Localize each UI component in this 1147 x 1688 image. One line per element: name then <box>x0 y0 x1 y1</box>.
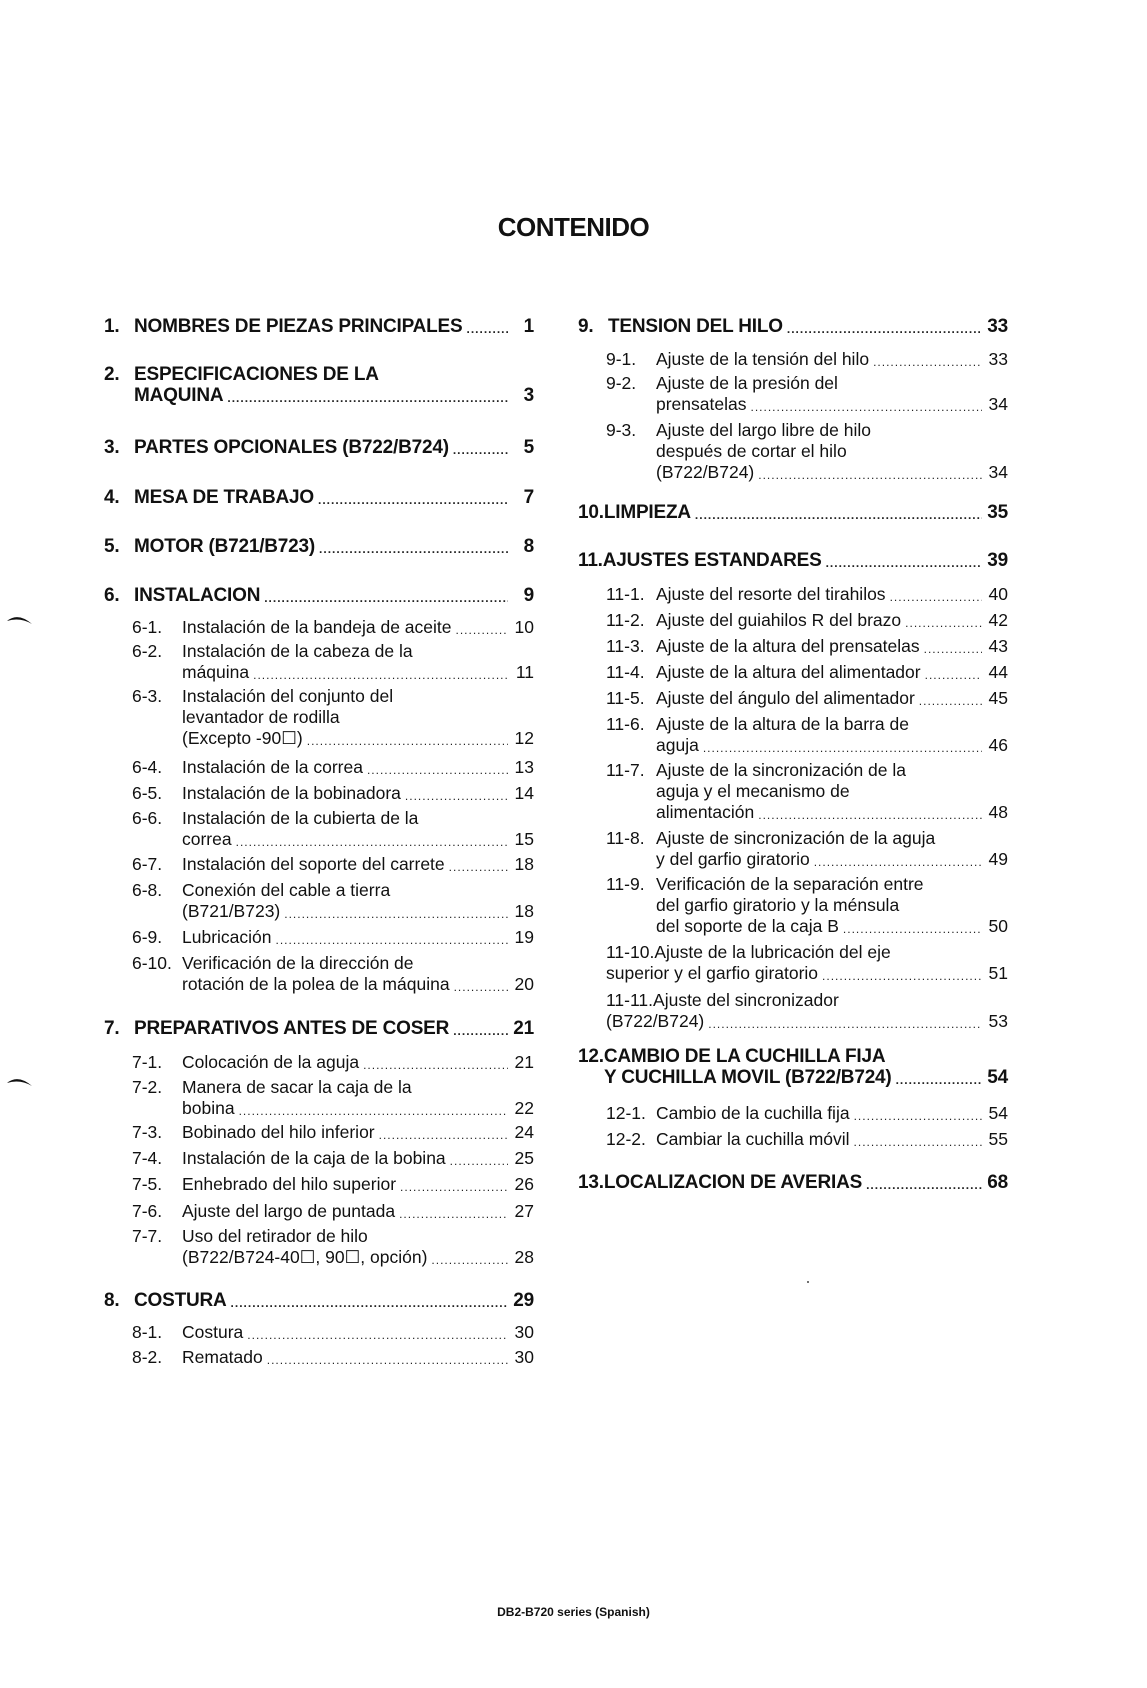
toc-entry-title: Costura <box>182 1322 244 1342</box>
toc-entry-page: 10 <box>514 617 534 637</box>
toc-entry[interactable] <box>578 550 1008 571</box>
toc-entry-page: 54 <box>988 1103 1008 1123</box>
dot-leader <box>467 321 509 337</box>
toc-entry[interactable] <box>578 636 1008 657</box>
toc-entry-page: 28 <box>514 1247 534 1267</box>
dot-leader <box>873 354 982 370</box>
toc-entry-title: Ajuste de la altura del alimentador <box>656 662 921 682</box>
toc-entry[interactable] <box>578 610 1008 631</box>
toc-entry-number: 11-3. <box>606 636 645 656</box>
toc-entry-page: 55 <box>988 1129 1008 1149</box>
toc-entry[interactable] <box>104 880 534 922</box>
toc-entry[interactable] <box>104 364 534 406</box>
toc-entry-title: (B722/B724-40☐, 90☐, opción) <box>182 1247 428 1267</box>
dot-leader <box>896 1072 982 1088</box>
toc-entry-title: MESA DE TRABAJO <box>134 487 314 508</box>
dot-leader <box>919 693 982 709</box>
toc-entry[interactable] <box>104 1174 534 1195</box>
toc-entry-number: 6-6. <box>132 808 163 828</box>
toc-entry[interactable] <box>578 1046 1008 1088</box>
toc-entry-page: 46 <box>988 735 1008 755</box>
toc-entry-page: 30 <box>514 1347 534 1367</box>
toc-entry-title-line: Ajuste de sincronización de la aguja <box>656 828 936 848</box>
toc-entry-title: Ajuste de la tensión del hilo <box>656 349 870 369</box>
toc-entry[interactable] <box>104 808 534 850</box>
toc-entry[interactable] <box>578 828 1008 870</box>
dot-leader <box>453 442 508 458</box>
toc-entry-title-line: Conexión del cable a tierra <box>182 880 391 900</box>
toc-entry-number: 11-10. <box>606 942 655 962</box>
toc-entry[interactable] <box>104 617 534 638</box>
toc-entry-page: 40 <box>988 584 1008 604</box>
scan-speck <box>807 1281 809 1283</box>
toc-entry[interactable] <box>104 1226 534 1268</box>
dot-leader <box>363 1057 508 1073</box>
toc-entry-title-line: del garfio giratorio y la ménsula <box>656 895 900 915</box>
dot-leader <box>450 1153 508 1169</box>
toc-entry-page: 22 <box>514 1098 534 1118</box>
toc-entry-title: Ajuste del largo de puntada <box>182 1201 396 1221</box>
toc-entry-title: Ajuste del ángulo del alimentador <box>656 688 915 708</box>
toc-entry[interactable] <box>104 316 534 337</box>
toc-entry-title-line: ESPECIFICACIONES DE LA <box>134 364 379 385</box>
toc-entry-number: 11. <box>578 550 603 571</box>
dot-leader <box>253 667 508 683</box>
toc-entry-number: 6-8. <box>132 880 163 900</box>
toc-entry-title: Y CUCHILLA MOVIL (B722/B724) <box>604 1067 892 1088</box>
toc-entry[interactable] <box>578 584 1008 605</box>
toc-entry-page: 18 <box>514 901 534 921</box>
toc-entry-page: 45 <box>988 688 1008 708</box>
dot-leader <box>239 1103 508 1119</box>
toc-entry-number: 11-9. <box>606 874 645 894</box>
toc-entry[interactable] <box>578 990 1008 1032</box>
toc-entry-number: 6-1. <box>132 617 163 637</box>
toc-entry-title: y del garfio giratorio <box>656 849 810 869</box>
toc-entry-title: NOMBRES DE PIEZAS PRINCIPALES <box>134 316 463 337</box>
toc-entry[interactable] <box>578 688 1008 709</box>
toc-entry-page: 35 <box>987 502 1008 523</box>
toc-entry-page: 39 <box>987 550 1008 571</box>
toc-entry[interactable] <box>578 760 1008 823</box>
toc-entry-page: 42 <box>988 610 1008 630</box>
toc-entry-number: 3. <box>104 437 120 458</box>
toc-entry-page: 13 <box>514 757 534 777</box>
toc-entry-title: PREPARATIVOS ANTES DE COSER <box>134 1018 450 1039</box>
toc-entry-page: 30 <box>514 1322 534 1342</box>
binding-mark-icon <box>6 1074 34 1088</box>
toc-entry[interactable] <box>104 1077 534 1119</box>
toc-entry[interactable] <box>578 874 1008 937</box>
toc-entry-number: 6-7. <box>132 854 163 874</box>
toc-entry-number: 5. <box>104 536 120 557</box>
dot-leader <box>822 968 982 984</box>
toc-entry-title: bobina <box>182 1098 235 1118</box>
toc-entry-page: 34 <box>988 462 1008 482</box>
toc-entry[interactable] <box>104 1122 534 1143</box>
toc-entry-title: TENSION DEL HILO <box>608 316 783 337</box>
toc-entry-page: 29 <box>513 1290 534 1311</box>
toc-entry-page: 9 <box>523 585 534 606</box>
toc-entry-page: 24 <box>514 1122 534 1142</box>
dot-leader <box>866 1177 982 1193</box>
toc-entry-number: 9-2. <box>606 373 637 393</box>
toc-entry-number: 11-8. <box>606 828 645 848</box>
toc-entry-title: PARTES OPCIONALES (B722/B724) <box>134 437 449 458</box>
toc-entry-title: Instalación de la bobinadora <box>182 783 401 803</box>
dot-leader <box>431 1252 508 1268</box>
toc-entry-number: 10. <box>578 502 604 523</box>
toc-entry-page: 53 <box>988 1011 1008 1031</box>
toc-entry-number: 4. <box>104 487 120 508</box>
toc-entry-title-line: Uso del retirador de hilo <box>182 1226 368 1246</box>
toc-entry-number: 7-3. <box>132 1122 163 1142</box>
toc-entry-title: 13.LOCALIZACION DE AVERIAS <box>578 1172 863 1193</box>
toc-entry[interactable] <box>578 316 1008 337</box>
dot-leader <box>453 1023 508 1039</box>
toc-entry-page: 68 <box>987 1172 1008 1193</box>
toc-entry-number: 12-1. <box>606 1103 646 1123</box>
dot-leader <box>758 467 982 483</box>
dot-leader <box>695 507 982 523</box>
dot-leader <box>703 740 982 756</box>
toc-entry-title: rotación de la polea de la máquina <box>182 974 450 994</box>
toc-entry[interactable] <box>104 487 534 508</box>
toc-entry-title: (B722/B724) <box>656 462 755 482</box>
toc-entry-title: Instalación de la caja de la bobina <box>182 1148 446 1168</box>
toc-entry-title: MAQUINA <box>134 385 224 406</box>
toc-entry-number: 11-5. <box>606 688 645 708</box>
toc-entry-page: 14 <box>514 783 534 803</box>
dot-leader <box>405 788 508 804</box>
toc-entry-page: 26 <box>514 1174 534 1194</box>
toc-entry-title-line: aguja y el mecanismo de <box>656 781 850 801</box>
toc-entry-number: 8. <box>104 1290 120 1311</box>
toc-entry-page: 7 <box>523 487 534 508</box>
toc-entry-number: 7. <box>104 1018 120 1039</box>
toc-entry-title: correa <box>182 829 232 849</box>
toc-entry-title: Enhebrado del hilo superior <box>182 1174 397 1194</box>
dot-leader <box>843 921 982 937</box>
toc-entry-page: 19 <box>514 927 534 947</box>
dot-leader <box>758 807 982 823</box>
toc-entry-number: 11-1. <box>606 584 645 604</box>
toc-entry-number: 12-2. <box>606 1129 646 1149</box>
toc-entry-number: 6-5. <box>132 783 163 803</box>
dot-leader <box>267 1352 508 1368</box>
toc-entry-number: 7-5. <box>132 1174 163 1194</box>
toc-entry-page: 50 <box>988 916 1008 936</box>
toc-entry-number: 11-2. <box>606 610 645 630</box>
toc-entry-page: 18 <box>514 854 534 874</box>
toc-entry-title: Lubricación <box>182 927 272 947</box>
toc-entry-title: Colocación de la aguja <box>182 1052 360 1072</box>
toc-entry[interactable] <box>578 1103 1008 1124</box>
toc-entry-page: 44 <box>988 662 1008 682</box>
toc-entry-title-line: Manera de sacar la caja de la <box>182 1077 412 1097</box>
dot-leader <box>247 1327 508 1343</box>
toc-entry-title: superior y el garfio giratorio <box>606 963 819 983</box>
toc-entry-title-line: Ajuste de la altura de la barra de <box>656 714 909 734</box>
toc-entry-title-line: Instalación de la cubierta de la <box>182 808 419 828</box>
toc-entry-title: Instalación de la correa <box>182 757 363 777</box>
dot-leader <box>854 1134 982 1150</box>
dot-leader <box>750 399 982 415</box>
toc-entry-title-line: Ajuste del largo libre de hilo <box>656 420 871 440</box>
toc-entry-page: 20 <box>514 974 534 994</box>
toc-entry-title-line: 12.CAMBIO DE LA CUCHILLA FIJA <box>578 1046 886 1067</box>
dot-leader <box>787 321 982 337</box>
toc-entry-title: Cambio de la cuchilla fija <box>656 1103 850 1123</box>
toc-entry-number: 6-4. <box>132 757 163 777</box>
toc-entry-page: 33 <box>987 316 1008 337</box>
toc-entry-page: 12 <box>514 728 534 748</box>
toc-entry-title: 11.AJUSTES ESTANDARES <box>578 550 822 571</box>
toc-entry-number: 7-1. <box>132 1052 163 1072</box>
toc-entry[interactable] <box>578 714 1008 756</box>
toc-entry[interactable] <box>104 536 534 557</box>
toc-entry[interactable] <box>104 783 534 804</box>
toc-entry[interactable] <box>104 953 534 995</box>
toc-entry-title: 10.LIMPIEZA <box>578 502 691 523</box>
toc-entry[interactable] <box>104 641 534 683</box>
toc-entry[interactable] <box>104 757 534 778</box>
toc-entry-title-line: 11-11.Ajuste del sincronizador <box>606 990 839 1010</box>
toc-entry-number: 1. <box>104 316 120 337</box>
toc-entry[interactable] <box>104 927 534 948</box>
toc-entry-title: (Excepto -90☐) <box>182 728 303 748</box>
dot-leader <box>264 590 508 606</box>
dot-leader <box>826 555 982 571</box>
toc-entry-number: 7-4. <box>132 1148 163 1168</box>
toc-entry-page: 27 <box>514 1201 534 1221</box>
toc-entry-page: 34 <box>988 394 1008 414</box>
toc-entry-number: 9-1. <box>606 349 637 369</box>
toc-entry-number: 12. <box>578 1046 604 1067</box>
toc-entry[interactable] <box>104 1322 534 1343</box>
toc-entry-title: del soporte de la caja B <box>656 916 839 936</box>
toc-entry-title: Ajuste del guiahilos R del brazo <box>656 610 902 630</box>
dot-leader <box>890 589 982 605</box>
toc-entry-number: 7-2. <box>132 1077 163 1097</box>
dot-leader <box>456 622 508 638</box>
toc-entry-title: aguja <box>656 735 699 755</box>
toc-entry-number: 11-11. <box>606 990 654 1010</box>
toc-entry[interactable] <box>578 420 1008 483</box>
toc-entry-number: 8-2. <box>132 1347 163 1367</box>
toc-entry[interactable] <box>578 502 1008 523</box>
toc-entry-number: 6-9. <box>132 927 163 947</box>
page-title: CONTENIDO <box>497 212 650 242</box>
toc-entry-title: Rematado <box>182 1347 263 1367</box>
toc-entry[interactable] <box>578 942 1008 984</box>
toc-entry[interactable] <box>104 686 534 749</box>
toc-entry-number: 2. <box>104 364 120 385</box>
toc-entry-page: 15 <box>514 829 534 849</box>
toc-entry-number: 8-1. <box>132 1322 163 1342</box>
toc-entry-title: Instalación del soporte del carrete <box>182 854 445 874</box>
toc-entry-number: 7-6. <box>132 1201 163 1221</box>
toc-entry-page: 1 <box>523 316 534 337</box>
toc-entry-number: 11-7. <box>606 760 645 780</box>
toc-entry-page: 54 <box>987 1067 1008 1088</box>
dot-leader <box>284 906 508 922</box>
dot-leader <box>319 541 508 557</box>
toc-entry-number: 13. <box>578 1172 604 1193</box>
toc-entry-page: 21 <box>513 1018 534 1039</box>
toc-entry[interactable] <box>578 1172 1008 1193</box>
toc-entry-title: máquina <box>182 662 250 682</box>
dot-leader <box>400 1179 508 1195</box>
toc-entry-title: Ajuste de la altura del prensatelas <box>656 636 920 656</box>
toc-entry-title-line: levantador de rodilla <box>182 707 340 727</box>
toc-entry-title: Cambiar la cuchilla móvil <box>656 1129 850 1149</box>
toc-entry-page: 48 <box>988 802 1008 822</box>
toc-entry-title: prensatelas <box>656 394 747 414</box>
dot-leader <box>231 1295 508 1311</box>
dot-leader <box>854 1108 982 1124</box>
toc-entry[interactable] <box>104 1201 534 1222</box>
dot-leader <box>307 733 508 749</box>
toc-entry-title-line: Verificación de la dirección de <box>182 953 414 973</box>
dot-leader <box>905 615 982 631</box>
toc-entry-title-line: Instalación de la cabeza de la <box>182 641 413 661</box>
toc-entry-page: 51 <box>988 963 1008 983</box>
dot-leader <box>379 1127 508 1143</box>
toc-entry[interactable] <box>104 1148 534 1169</box>
toc-entry-title: MOTOR (B721/B723) <box>134 536 316 557</box>
toc-entry-title: Ajuste del resorte del tirahilos <box>656 584 886 604</box>
toc-entry[interactable] <box>104 854 534 875</box>
page-footer: DB2-B720 series (Spanish) <box>497 1605 650 1619</box>
toc-entry-title: alimentación <box>656 802 755 822</box>
dot-leader <box>367 762 508 778</box>
toc-entry-title-line: Ajuste de la presión del <box>656 373 838 393</box>
toc-entry-title-line: después de cortar el hilo <box>656 441 847 461</box>
binding-mark-icon <box>6 612 34 626</box>
toc-entry[interactable] <box>578 662 1008 683</box>
toc-entry-page: 3 <box>523 385 534 406</box>
toc-entry-title: (B722/B724) <box>606 1011 705 1031</box>
toc-entry-title: COSTURA <box>134 1290 227 1311</box>
toc-entry-number: 9. <box>578 316 594 337</box>
toc-entry-title: Bobinado del hilo inferior <box>182 1122 375 1142</box>
toc-entry-number: 6-2. <box>132 641 163 661</box>
toc-entry-number: 11-6. <box>606 714 645 734</box>
toc-entry[interactable] <box>578 349 1008 370</box>
dot-leader <box>925 667 982 683</box>
toc-entry-number: 11-4. <box>606 662 645 682</box>
toc-entry-number: 6-10. <box>132 953 172 973</box>
dot-leader <box>236 834 508 850</box>
toc-entry-page: 49 <box>988 849 1008 869</box>
toc-entry-page: 21 <box>514 1052 534 1072</box>
toc-entry[interactable] <box>104 437 534 458</box>
toc-entry-title: Instalación de la bandeja de aceite <box>182 617 452 637</box>
dot-leader <box>924 641 982 657</box>
toc-entry[interactable] <box>104 1018 534 1039</box>
toc-entry-page: 8 <box>523 536 534 557</box>
toc-entry-page: 43 <box>988 636 1008 656</box>
toc-entry-number: 7-7. <box>132 1226 163 1246</box>
toc-entry[interactable] <box>104 1347 534 1368</box>
toc-entry[interactable] <box>104 1052 534 1073</box>
toc-entry-title-line: Verificación de la separación entre <box>656 874 924 894</box>
dot-leader <box>814 854 982 870</box>
dot-leader <box>399 1206 508 1222</box>
toc-entry-title: (B721/B723) <box>182 901 281 921</box>
dot-leader <box>708 1016 982 1032</box>
dot-leader <box>454 979 508 995</box>
toc-entry-number: 9-3. <box>606 420 637 440</box>
dot-leader <box>318 492 508 508</box>
toc-entry-page: 11 <box>515 662 534 682</box>
toc-entry[interactable] <box>578 1129 1008 1150</box>
toc-entry[interactable] <box>104 1290 534 1311</box>
dot-leader <box>276 932 509 948</box>
toc-entry-page: 33 <box>988 349 1008 369</box>
toc-entry-page: 5 <box>523 437 534 458</box>
dot-leader <box>449 859 508 875</box>
toc-entry-title-line: Instalación del conjunto del <box>182 686 394 706</box>
toc-entry-title-line: Ajuste de la sincronización de la <box>656 760 907 780</box>
toc-entry-number: 6. <box>104 585 120 606</box>
toc-entry[interactable] <box>104 585 534 606</box>
toc-entry-title: INSTALACION <box>134 585 261 606</box>
dot-leader <box>227 390 508 406</box>
toc-entry-title-line: 11-10.Ajuste de la lubricación del eje <box>606 942 891 962</box>
toc-entry[interactable] <box>578 373 1008 415</box>
toc-entry-page: 25 <box>514 1148 534 1168</box>
toc-entry-number: 6-3. <box>132 686 163 706</box>
